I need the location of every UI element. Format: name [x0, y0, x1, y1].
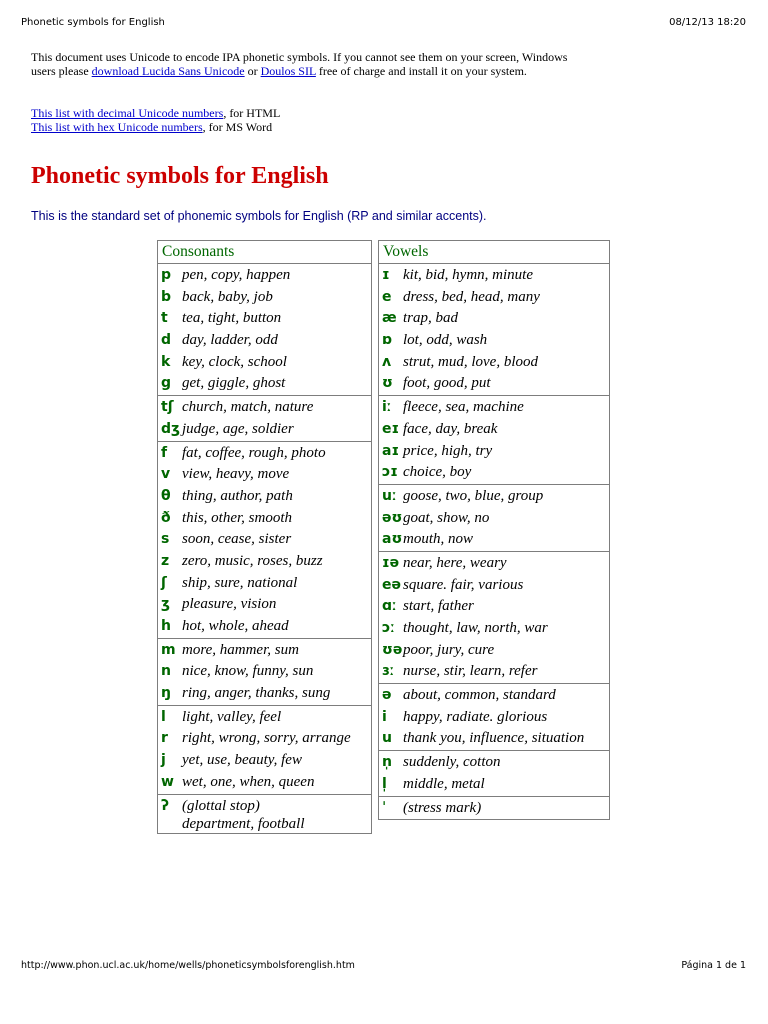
example-words: lot, odd, wash: [403, 332, 488, 349]
phonetic-symbol: uː: [382, 487, 397, 504]
symbol-row: [379, 419, 609, 441]
symbol-row: [379, 618, 609, 640]
example-words: get, giggle, ghost: [182, 375, 286, 392]
symbol-row: [379, 596, 609, 618]
phonetic-symbol: ɒ: [382, 332, 393, 349]
print-header-title: Phonetic symbols for English: [21, 17, 165, 28]
example-words: poor, jury, cure: [403, 641, 495, 658]
example-words: nurse, stir, learn, refer: [403, 663, 538, 680]
example-words: (stress mark): [403, 799, 482, 816]
phonetic-symbol: ʒ: [161, 596, 170, 613]
lucida-download-link[interactable]: download Lucida Sans Unicode: [91, 64, 245, 78]
symbol-group: [379, 485, 609, 552]
example-words: fleece, sea, machine: [403, 399, 524, 416]
page-subtitle: This is the standard set of phonemic symbols for English (RP and similar accents).: [31, 209, 487, 223]
example-words: ship, sure, national: [182, 574, 298, 591]
symbol-row: [379, 752, 609, 774]
symbol-row: [379, 462, 609, 484]
symbol-group: [379, 396, 609, 485]
vowels-body: [379, 264, 609, 819]
symbol-row: [379, 287, 609, 309]
symbol-row: [158, 796, 371, 833]
symbol-row: [379, 308, 609, 330]
decimal-list-line: [31, 106, 280, 120]
intro-text-part: or: [244, 64, 261, 78]
example-words: church, match, nature: [182, 399, 314, 416]
consonants-table: [157, 240, 372, 834]
phonetic-symbol: g: [161, 375, 172, 392]
phonetic-symbol: æ: [382, 310, 397, 327]
example-words: goose, two, blue, group: [403, 487, 544, 504]
phonetic-symbol: d: [161, 332, 172, 349]
symbol-row: [379, 352, 609, 374]
phonetic-symbol: n̩: [382, 754, 392, 771]
symbol-group: [379, 552, 609, 684]
phonetic-symbol: aɪ: [382, 442, 400, 459]
phonetic-symbol: tʃ: [161, 399, 174, 416]
phonetic-symbol: ɜː: [382, 663, 395, 680]
phonetic-symbol: t: [161, 310, 168, 327]
example-words: near, here, weary: [403, 554, 507, 571]
print-header: [21, 17, 746, 31]
symbol-row: [379, 330, 609, 352]
phonetic-symbol: u: [382, 730, 392, 747]
example-words: foot, good, put: [403, 375, 491, 392]
symbol-group: [158, 264, 371, 396]
footer-url: http://www.phon.ucl.ac.uk/home/wells/phoneticsymbolsforenglish.htm: [21, 960, 355, 971]
consonants-body: [158, 264, 371, 833]
example-words: nice, know, funny, sun: [182, 663, 314, 680]
symbol-row: [379, 529, 609, 551]
phonetic-symbol: ɪ: [382, 267, 390, 283]
example-words: strut, mud, love, blood: [403, 353, 538, 370]
unicode-links: [31, 106, 280, 134]
phonetic-symbol: e: [382, 288, 392, 305]
symbol-row: [158, 486, 371, 508]
example-words: judge, age, soldier: [182, 420, 294, 437]
phonetic-symbol: f: [161, 444, 168, 461]
symbol-row: [379, 774, 609, 796]
phonetic-symbol: i: [382, 708, 387, 725]
example-words: pen, copy, happen: [182, 267, 291, 283]
symbol-row: [379, 798, 609, 820]
symbol-row: [379, 373, 609, 395]
example-words: start, father: [403, 598, 474, 615]
example-words: middle, metal: [403, 775, 485, 792]
hex-list-line: [31, 120, 280, 134]
symbol-row: [158, 772, 371, 794]
symbol-row: [379, 486, 609, 508]
example-words-line: department, football: [182, 815, 305, 832]
example-words: day, ladder, odd: [182, 332, 278, 349]
example-words: kit, bid, hymn, minute: [403, 267, 533, 283]
phonetic-symbol: ʊ: [382, 375, 393, 392]
symbol-row: [379, 397, 609, 419]
example-words: price, high, try: [403, 442, 493, 459]
phonetic-symbol: r: [161, 730, 168, 747]
symbol-group: [158, 639, 371, 706]
symbol-row: [158, 508, 371, 530]
example-words: happy, radiate. glorious: [403, 708, 548, 725]
symbol-row: [158, 573, 371, 595]
doulos-link[interactable]: Doulos SIL: [260, 64, 316, 78]
intro-text: [31, 50, 571, 78]
symbol-group: [379, 797, 609, 820]
example-words: hot, whole, ahead: [182, 618, 289, 634]
intro-text-part: This document uses Unicode to encode IPA phonetic symbols. If you cannot see them on your screen, Windows users please: [31, 50, 568, 78]
example-words: [182, 797, 305, 833]
phonetic-symbol: z: [161, 552, 170, 569]
phonetic-symbol: ɔɪ: [382, 464, 398, 481]
example-words: face, day, break: [403, 420, 498, 437]
example-words: dress, bed, head, many: [403, 288, 540, 305]
phonetic-symbol: l̩: [382, 775, 387, 792]
symbol-row: [158, 308, 371, 330]
footer-page-number: Página 1 de 1: [681, 960, 746, 971]
symbol-group: [379, 684, 609, 751]
symbol-group: [158, 442, 371, 639]
phonetic-symbol: dʒ: [161, 420, 180, 437]
phonetic-symbol: j: [161, 752, 166, 769]
symbol-row: [158, 616, 371, 638]
example-words: choice, boy: [403, 464, 472, 481]
example-words: back, baby, job: [182, 288, 273, 305]
phonetic-symbol: n: [161, 663, 171, 680]
example-words: about, common, standard: [403, 687, 556, 704]
print-footer: [21, 960, 746, 974]
example-words: mouth, now: [403, 531, 474, 548]
phonetic-symbol: θ: [161, 487, 171, 504]
consonants-heading: Consonants: [158, 241, 371, 264]
example-words: suddenly, cotton: [403, 754, 501, 771]
example-words: this, other, smooth: [182, 509, 293, 526]
phonetic-symbol: ʊə: [382, 641, 403, 658]
symbol-row: [158, 640, 371, 662]
phonetic-symbol: ð: [161, 509, 171, 526]
phonetic-symbol: ɑː: [382, 598, 397, 615]
phonetic-symbol: iː: [382, 399, 392, 416]
symbol-row: [379, 728, 609, 750]
symbol-row: [379, 640, 609, 662]
symbol-group: [158, 396, 371, 441]
example-words: pleasure, vision: [182, 596, 277, 613]
phonetic-symbol: eɪ: [382, 420, 400, 437]
link-suffix: , for MS Word: [202, 120, 273, 134]
phonetic-symbol: ʌ: [382, 353, 392, 370]
hex-unicode-link[interactable]: This list with hex Unicode numbers: [31, 120, 203, 134]
phonetic-symbol: aʊ: [382, 531, 403, 548]
decimal-unicode-link[interactable]: This list with decimal Unicode numbers: [31, 106, 224, 120]
symbol-row: [158, 330, 371, 352]
phonetic-symbol: s: [161, 531, 170, 548]
symbol-row: [158, 683, 371, 705]
phonetic-symbol: ə: [382, 687, 392, 704]
symbol-row: [379, 575, 609, 597]
example-words: thank you, influence, situation: [403, 730, 585, 747]
intro-text-part: free of charge and install it on your system.: [315, 64, 527, 78]
symbol-row: [379, 508, 609, 530]
phonetic-symbol: v: [161, 466, 171, 483]
example-words: trap, bad: [403, 310, 459, 327]
symbol-row: [158, 397, 371, 419]
symbol-row: [158, 661, 371, 683]
phonetic-symbol: ŋ: [161, 685, 171, 702]
phonetic-symbol: ʃ: [161, 574, 167, 591]
vowels-table: [378, 240, 610, 820]
symbol-group: [158, 795, 371, 833]
phonetic-symbol: p: [161, 267, 172, 283]
symbol-row: [158, 265, 371, 287]
symbol-row: [158, 352, 371, 374]
example-words: key, clock, school: [182, 353, 287, 370]
example-words: tea, tight, button: [182, 310, 282, 327]
symbol-row: [158, 419, 371, 441]
phonetic-symbol: ʔ: [161, 797, 170, 814]
symbol-row: [379, 441, 609, 463]
symbol-row: [379, 265, 609, 287]
example-words-line: (glottal stop): [182, 797, 260, 814]
link-suffix: , for HTML: [223, 106, 281, 120]
phonetic-symbol: h: [161, 618, 171, 634]
symbol-row: [158, 529, 371, 551]
symbol-row: [158, 750, 371, 772]
page-title: Phonetic symbols for English: [31, 163, 329, 189]
example-words: thought, law, north, war: [403, 620, 548, 636]
symbol-row: [158, 443, 371, 465]
phonetic-symbol: l: [161, 708, 166, 725]
print-header-datetime: 08/12/13 18:20: [669, 17, 746, 28]
symbol-row: [379, 553, 609, 575]
symbol-row: [158, 551, 371, 573]
phonetic-symbol: ɪə: [382, 554, 400, 571]
example-words: zero, music, roses, buzz: [182, 552, 323, 569]
phonetic-symbol: k: [161, 353, 171, 370]
example-words: view, heavy, move: [182, 466, 290, 483]
example-words: yet, use, beauty, few: [182, 752, 302, 769]
example-words: right, wrong, sorry, arrange: [182, 730, 351, 747]
symbol-row: [158, 464, 371, 486]
phonetic-symbol: eə: [382, 576, 401, 593]
symbol-row: [158, 594, 371, 616]
symbol-row: [158, 728, 371, 750]
symbol-group: [379, 751, 609, 796]
phonetic-symbol: w: [161, 773, 174, 790]
symbol-row: [379, 661, 609, 683]
phonetic-symbol: ɔː: [382, 620, 396, 636]
symbol-row: [379, 707, 609, 729]
phonetic-symbol: b: [161, 288, 172, 305]
symbol-group: [158, 706, 371, 795]
vowels-heading: Vowels: [379, 241, 609, 264]
example-words: square. fair, various: [403, 576, 524, 593]
symbol-row: [379, 685, 609, 707]
symbol-row: [158, 707, 371, 729]
symbol-row: [158, 373, 371, 395]
symbol-row: [158, 287, 371, 309]
example-words: fat, coffee, rough, photo: [182, 444, 326, 461]
phonetic-symbol: ˈ: [382, 799, 387, 816]
example-words: goat, show, no: [403, 509, 490, 526]
example-words: ring, anger, thanks, sung: [182, 685, 331, 702]
example-words: thing, author, path: [182, 487, 293, 504]
example-words: light, valley, feel: [182, 708, 282, 725]
phonetic-symbol: m: [161, 641, 176, 658]
example-words: wet, one, when, queen: [182, 773, 315, 790]
phonetic-symbol: əʊ: [382, 509, 403, 526]
symbol-group: [379, 264, 609, 396]
example-words: more, hammer, sum: [182, 641, 299, 658]
example-words: soon, cease, sister: [182, 531, 292, 548]
